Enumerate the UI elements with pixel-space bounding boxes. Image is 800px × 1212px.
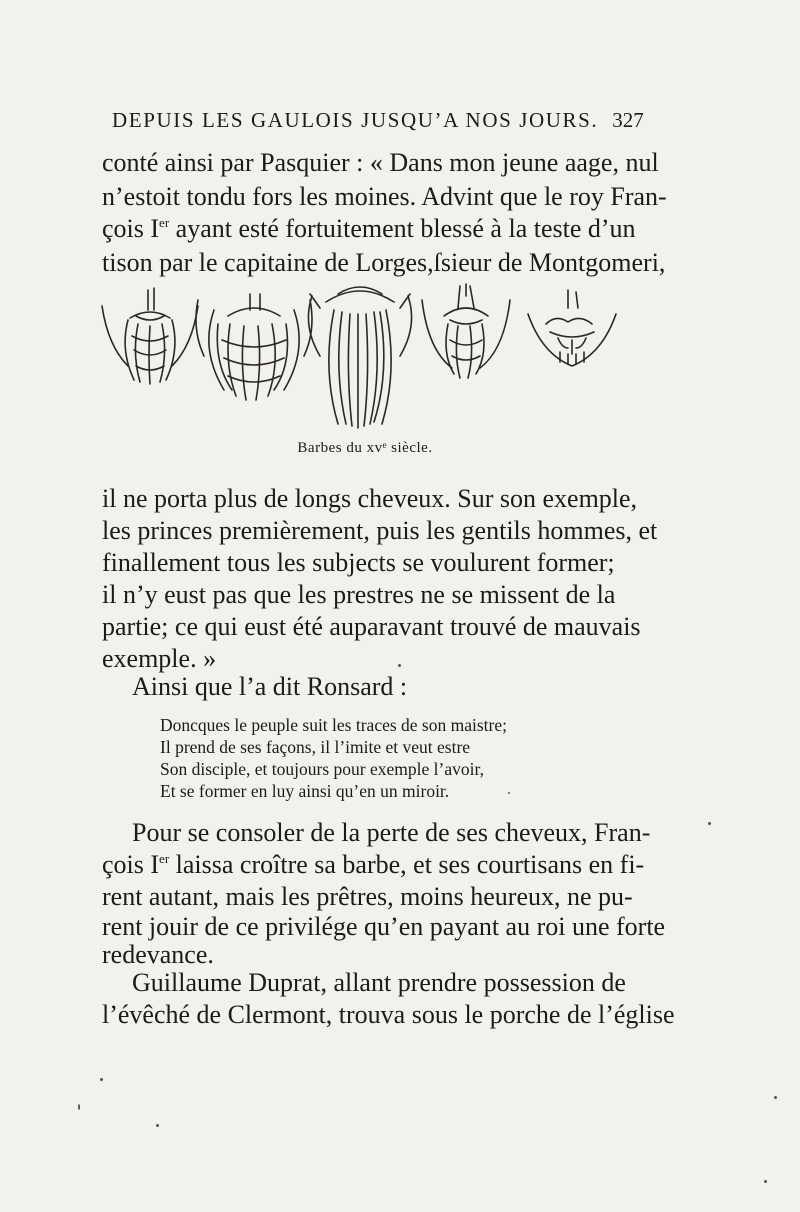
paper-speck bbox=[508, 792, 510, 794]
text-line: redevance. bbox=[102, 940, 214, 969]
text-line bbox=[102, 214, 636, 244]
text-line: Guillaume Duprat, allant prendre possession de bbox=[132, 968, 626, 997]
text-line bbox=[102, 850, 644, 880]
text-line: exemple. » bbox=[102, 644, 217, 673]
text-line: partie; ce qui eust été auparavant trouvé de mauvais bbox=[102, 612, 641, 641]
verse-line: Il prend de ses façons, il l’imite et veut estre bbox=[160, 737, 471, 757]
text-line: il n’y eust pas que les prestres ne se missent de la bbox=[102, 580, 616, 609]
text-line: Pour se consoler de la perte de ses cheveux, Fran- bbox=[132, 818, 651, 847]
beard-1-engraving bbox=[102, 288, 198, 384]
running-title: DEPUIS LES GAULOIS JUSQU’A NOS JOURS. bbox=[112, 108, 599, 132]
beard-5-engraving bbox=[528, 290, 616, 366]
text-line: les princes premièrement, puis les gentils hommes, et bbox=[102, 516, 658, 545]
paper-speck bbox=[764, 1180, 767, 1183]
superscript: er bbox=[159, 215, 170, 230]
beard-3-engraving bbox=[308, 287, 411, 428]
paper-speck bbox=[774, 1096, 777, 1099]
text-span: çois I bbox=[102, 850, 160, 879]
superscript: er bbox=[159, 851, 170, 866]
verse-line: Son disciple, et toujours pour exemple l’avoir, bbox=[160, 759, 484, 779]
text-span: laissa croître sa barbe, et ses courtisans en fi- bbox=[169, 850, 645, 879]
verse-line: Et se former en luy ainsi qu’en un miroir. bbox=[160, 781, 450, 801]
paper-speck bbox=[78, 1104, 80, 1110]
text-line: n’estoit tondu fors les moines. Advint que le roy Fran- bbox=[102, 182, 667, 211]
text-line: rent jouir de ce privilége qu’en payant au roi une forte bbox=[102, 912, 666, 941]
paper-speck bbox=[156, 1124, 159, 1127]
text-line: il ne porta plus de longs cheveux. Sur son exemple, bbox=[102, 484, 638, 513]
text-line: tison par le capitaine de Lorges,ſsieur de Montgomeri, bbox=[102, 248, 666, 277]
verse-line: Doncques le peuple suit les traces de son maistre; bbox=[160, 715, 507, 735]
figure-caption: Barbes du xvᵉ siècle. bbox=[297, 440, 433, 456]
paper-speck bbox=[398, 664, 401, 667]
text-line: conté ainsi par Pasquier : « Dans mon jeune aage, nul bbox=[102, 148, 659, 177]
text-line: l’évêché de Clermont, trouva sous le porche de l’église bbox=[102, 1000, 675, 1029]
text-line: rent autant, mais les prêtres, moins heureux, ne pu- bbox=[102, 882, 633, 911]
paper-speck bbox=[100, 1078, 103, 1081]
running-header bbox=[112, 108, 652, 133]
beard-2-engraving bbox=[196, 294, 312, 400]
beard-engravings bbox=[96, 280, 636, 432]
text-span: çois I bbox=[102, 214, 160, 243]
verse-intro: Ainsi que l’a dit Ronsard : bbox=[132, 672, 408, 701]
paper-speck bbox=[708, 822, 711, 825]
text-span: ayant esté fortuitement blessé à la teste d’un bbox=[169, 214, 636, 243]
text-line: finallement tous les subjects se voulurent former; bbox=[102, 548, 615, 577]
page-number: 327 bbox=[612, 108, 644, 132]
beards-illustration bbox=[96, 280, 636, 432]
beard-4-engraving bbox=[422, 284, 510, 378]
